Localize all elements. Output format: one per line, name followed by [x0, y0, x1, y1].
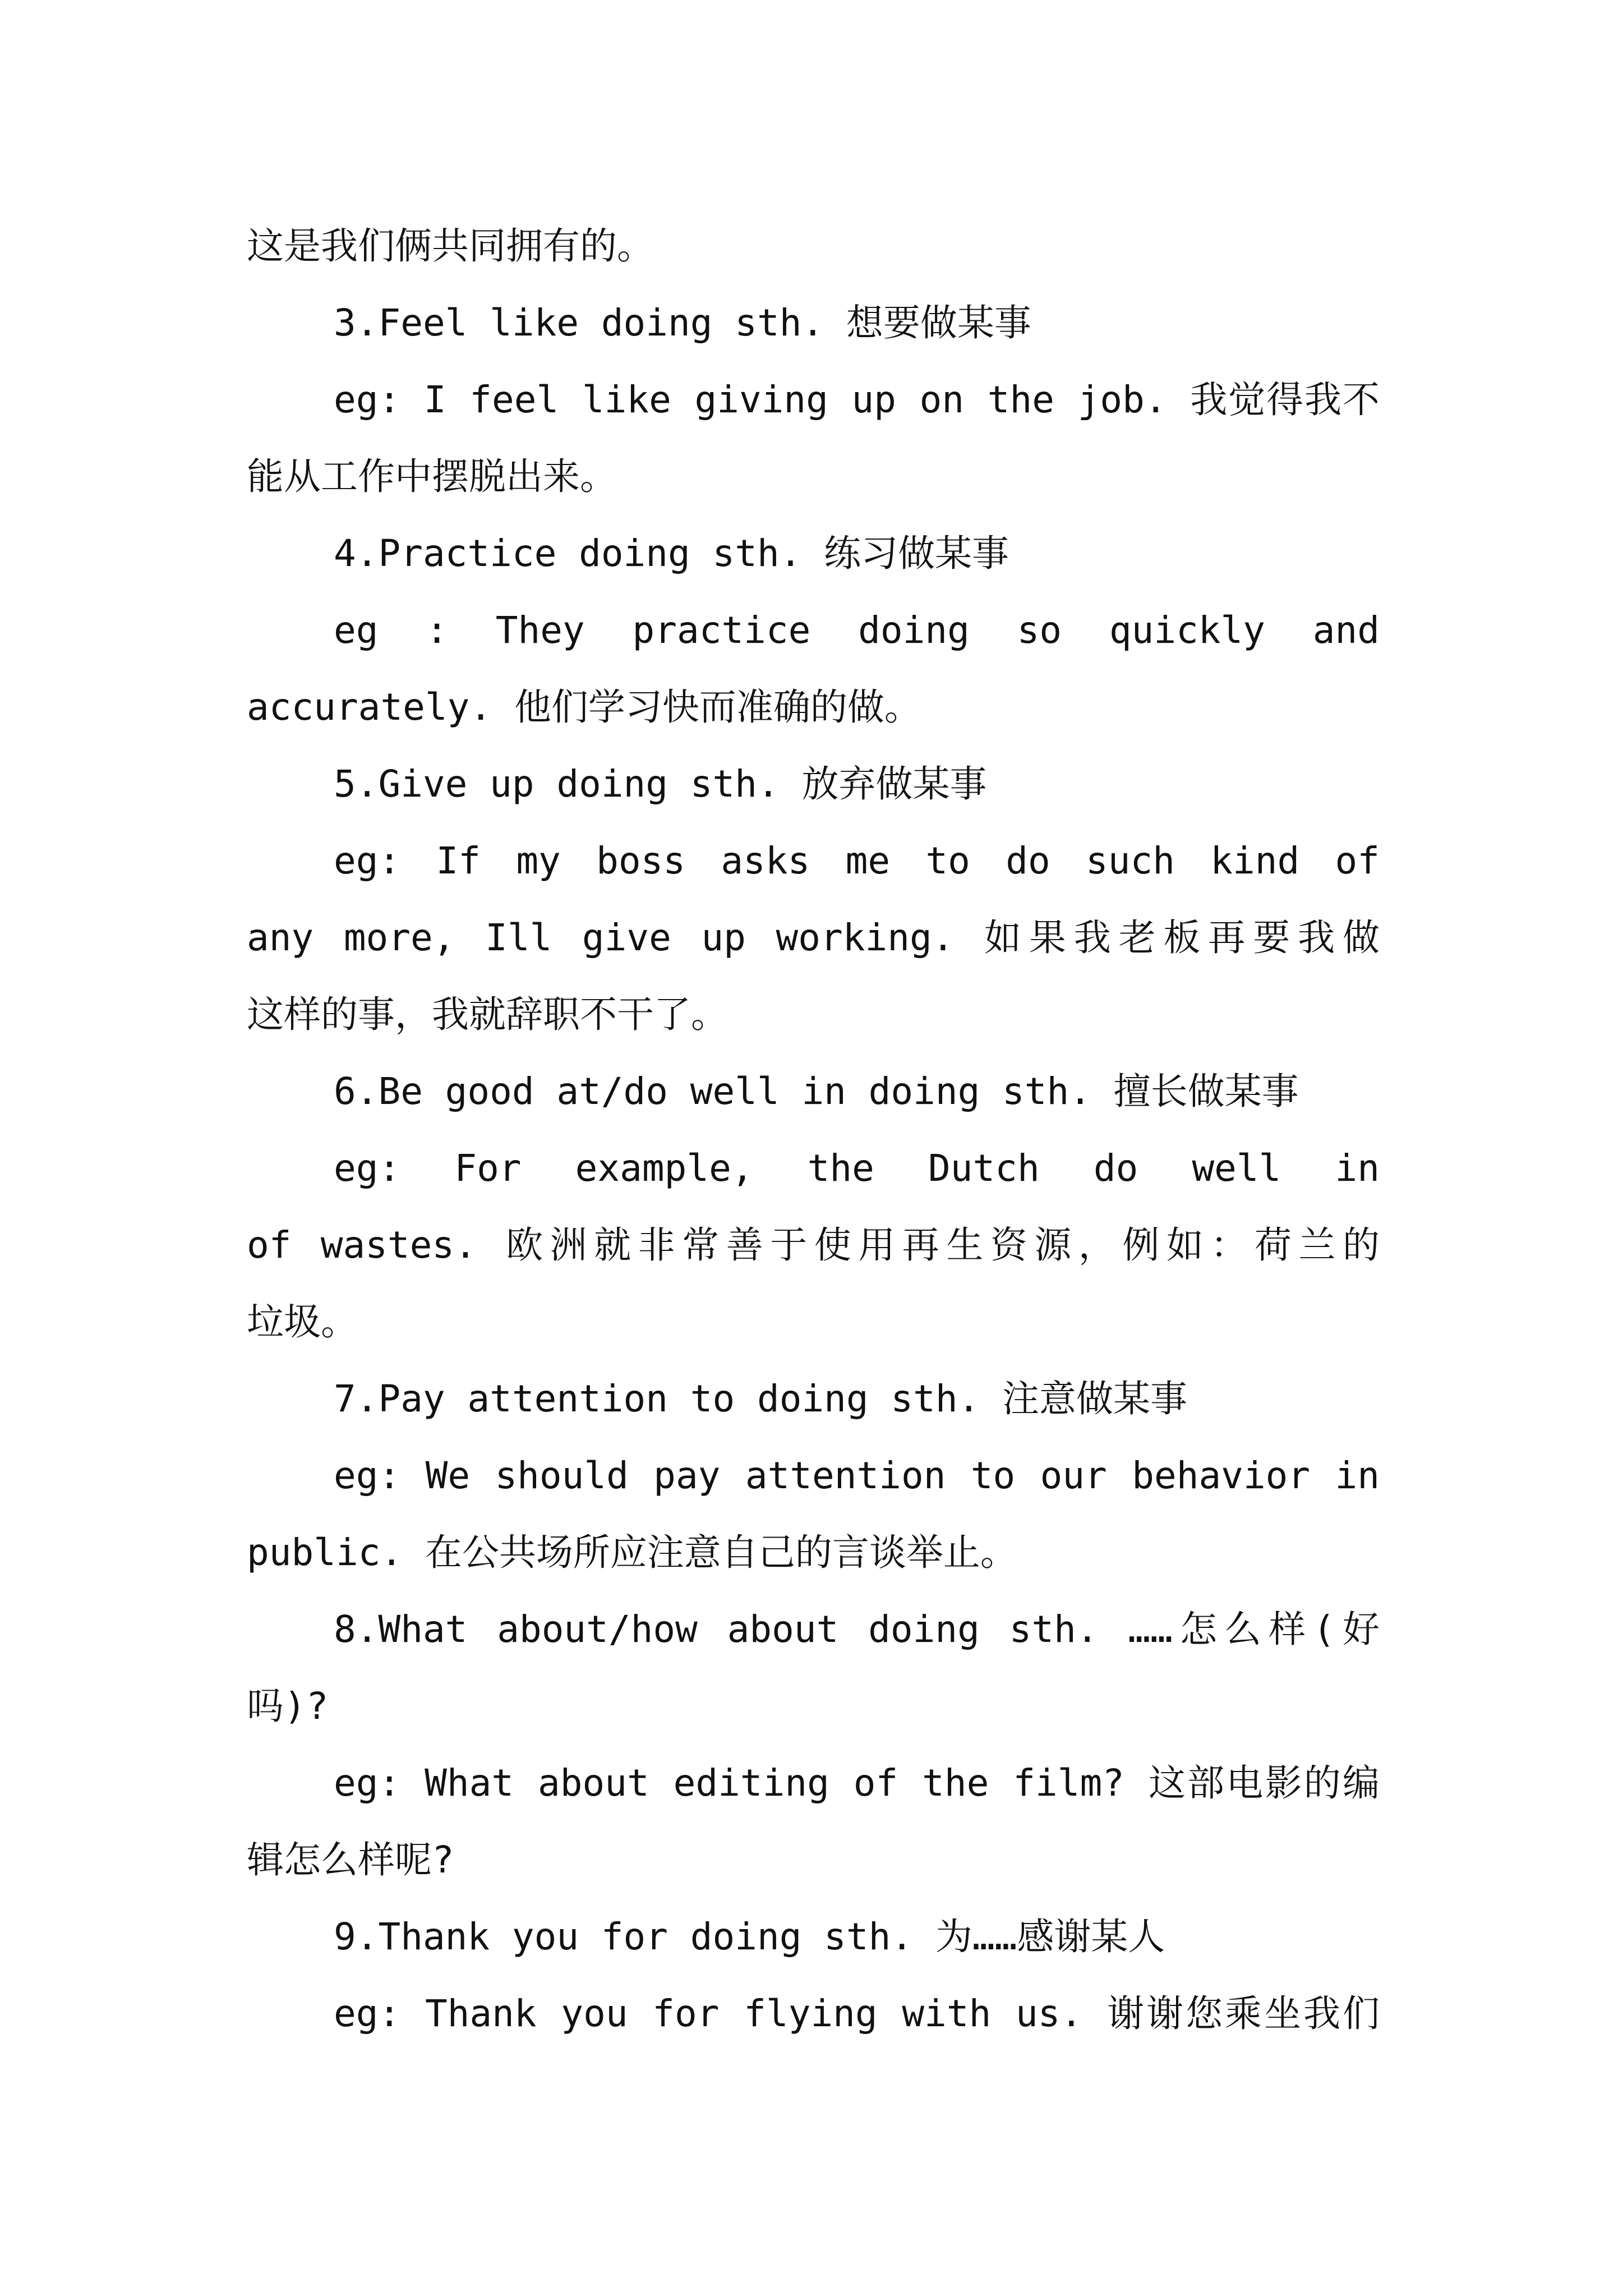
phrase-heading: 4.Practice doing sth. 练习做某事	[334, 532, 1009, 575]
text-line: 吗)?	[247, 1685, 329, 1728]
text-line: of wastes. 欧洲就非常善于使用再生资源，例如：荷兰的	[247, 1223, 1380, 1267]
text-line: 辑怎么样呢?	[247, 1838, 454, 1881]
text-line: 能从工作中摆脱出来。	[247, 455, 617, 498]
text-line: 这样的事，我就辞职不干了。	[247, 993, 728, 1036]
phrase-heading: 3.Feel like doing sth. 想要做某事	[334, 301, 1031, 344]
text-line: 垃圾。	[247, 1300, 358, 1343]
document-body	[247, 208, 1380, 2052]
example-line: eg: What about editing of the film? 这部电影的编	[334, 1761, 1380, 1805]
phrase-heading: 7.Pay attention to doing sth. 注意做某事	[334, 1377, 1188, 1420]
phrase-heading: 9.Thank you for doing sth. 为……感谢某人	[334, 1915, 1165, 1958]
phrase-heading: 5.Give up doing sth. 放弃做某事	[334, 762, 987, 806]
text-line: 这是我们俩共同拥有的。	[247, 224, 654, 268]
example-line: eg: Thank you for flying with us. 谢谢您乘坐我们	[334, 1992, 1380, 2035]
phrase-heading: 6.Be good at/do well in doing sth. 擅长做某事	[334, 1070, 1299, 1113]
example-line: eg: I feel like giving up on the job. 我觉得我不	[334, 378, 1380, 421]
example-line: eg: We should pay attention to our behavior in	[334, 1454, 1380, 1497]
example-line: eg : They practice doing so quickly and	[334, 609, 1380, 652]
text-line: accurately. 他们学习快而准确的做。	[247, 685, 921, 729]
text-line: public. 在公共场所应注意自己的言谈举止。	[247, 1531, 1017, 1574]
phrase-heading: 8.What about/how about doing sth. ……怎么样(好	[334, 1608, 1380, 1651]
text-line: any more, Ill give up working. 如果我老板再要我做	[247, 916, 1380, 959]
example-line: eg: For example, the Dutch do well in	[334, 1147, 1380, 1190]
example-line: eg: If my boss asks me to do such kind of	[334, 839, 1380, 882]
